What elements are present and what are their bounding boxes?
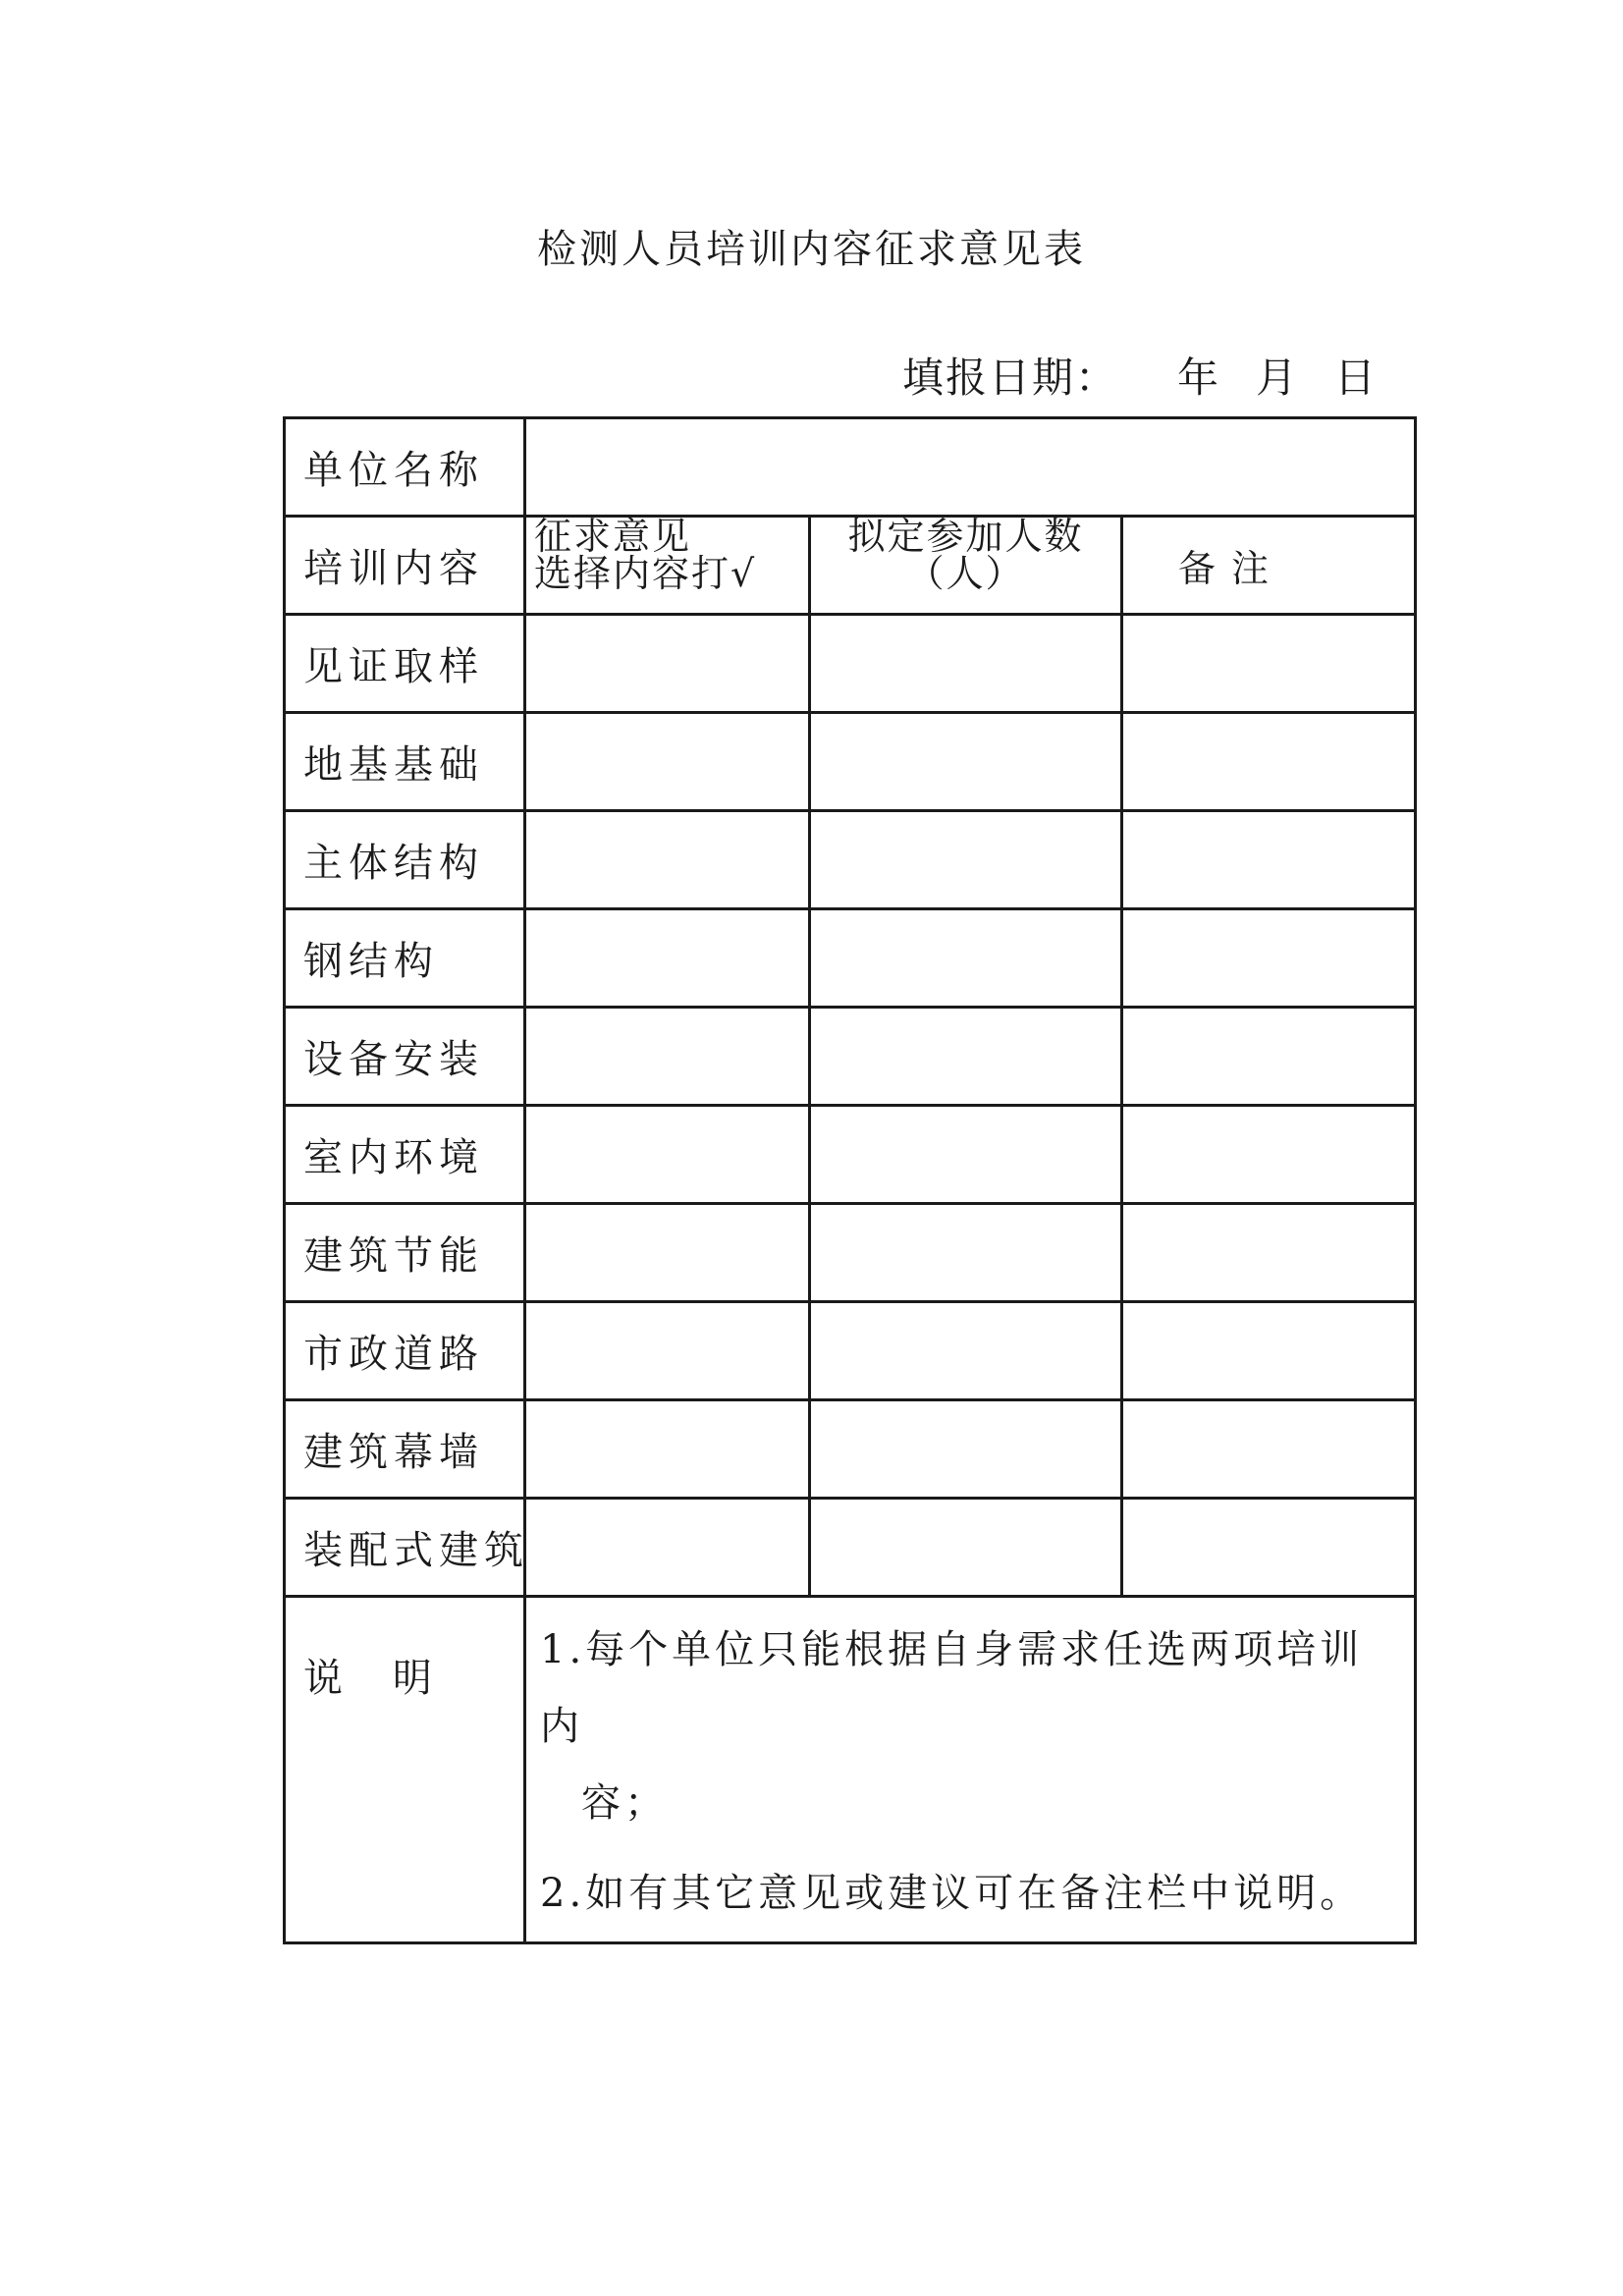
opinion-cell[interactable]	[525, 811, 810, 909]
opinion-column-header	[525, 517, 810, 615]
training-content-header: 培训内容	[285, 517, 525, 615]
remarks-column-header: 备注	[1122, 517, 1416, 615]
training-row	[285, 713, 1416, 811]
unit-name-row	[285, 418, 1416, 517]
fill-date	[902, 346, 1378, 405]
opinion-cell[interactable]	[525, 1204, 810, 1302]
fill-date-day: 日	[1333, 354, 1378, 402]
participants-cell[interactable]	[810, 1106, 1122, 1204]
training-item-label: 钢结构	[285, 909, 525, 1008]
remarks-cell[interactable]	[1122, 1204, 1416, 1302]
participants-cell[interactable]	[810, 909, 1122, 1008]
opinion-cell[interactable]	[525, 1008, 810, 1106]
opinion-cell[interactable]	[525, 1302, 810, 1400]
notes-text	[525, 1597, 1416, 1943]
training-item-label: 见证取样	[285, 615, 525, 713]
participants-header-line2: （人）	[906, 552, 1025, 595]
training-row	[285, 1008, 1416, 1106]
note-1-line-b: 容；	[581, 1780, 668, 1826]
training-row	[285, 1499, 1416, 1597]
training-item-label: 地基基础	[285, 713, 525, 811]
fill-date-label: 填报日期：	[901, 354, 1118, 402]
participants-cell[interactable]	[810, 1302, 1122, 1400]
participants-cell[interactable]	[810, 1008, 1122, 1106]
participants-cell[interactable]	[810, 1204, 1122, 1302]
training-item-label: 建筑节能	[285, 1204, 525, 1302]
training-row	[285, 1302, 1416, 1400]
remarks-cell[interactable]	[1122, 1499, 1416, 1597]
participants-cell[interactable]	[810, 615, 1122, 713]
fill-date-year: 年	[1176, 354, 1220, 402]
training-row	[285, 615, 1416, 713]
training-row	[285, 1204, 1416, 1302]
participants-column-header	[810, 517, 1122, 615]
training-item-label: 主体结构	[285, 811, 525, 909]
participants-cell[interactable]	[810, 1499, 1122, 1597]
training-item-label: 建筑幕墙	[285, 1400, 525, 1499]
opinion-cell[interactable]	[525, 713, 810, 811]
participants-cell[interactable]	[810, 811, 1122, 909]
opinion-cell[interactable]	[525, 1400, 810, 1499]
training-row	[285, 811, 1416, 909]
opinion-cell[interactable]	[525, 615, 810, 713]
unit-name-field[interactable]	[525, 418, 1416, 517]
remarks-cell[interactable]	[1122, 1008, 1416, 1106]
training-item-label: 室内环境	[285, 1106, 525, 1204]
remarks-cell[interactable]	[1122, 615, 1416, 713]
remarks-cell[interactable]	[1122, 811, 1416, 909]
training-item-label: 装配式建筑	[285, 1499, 525, 1597]
note-2: 2.如有其它意见或建议可在备注栏中说明。	[540, 1871, 1364, 1916]
header-row	[285, 517, 1416, 615]
remarks-cell[interactable]	[1122, 713, 1416, 811]
remarks-cell[interactable]	[1122, 909, 1416, 1008]
training-row	[285, 1106, 1416, 1204]
remarks-cell[interactable]	[1122, 1302, 1416, 1400]
opinion-cell[interactable]	[525, 1106, 810, 1204]
remarks-cell[interactable]	[1122, 1106, 1416, 1204]
page-title: 检测人员培训内容征求意见表	[537, 227, 1086, 272]
training-item-label: 设备安装	[285, 1008, 525, 1106]
unit-name-label: 单位名称	[285, 418, 525, 517]
training-item-label: 市政道路	[285, 1302, 525, 1400]
fill-date-month: 月	[1255, 354, 1299, 402]
opinion-header-line1: 征求意见	[534, 515, 692, 558]
training-row	[285, 909, 1416, 1008]
note-1-line-a: 1.每个单位只能根据自身需求任选两项培训内	[540, 1627, 1364, 1749]
remarks-cell[interactable]	[1122, 1400, 1416, 1499]
training-row	[285, 1400, 1416, 1499]
opinion-header-line2: 选择内容打√	[534, 552, 757, 595]
notes-label: 说 明	[285, 1597, 525, 1943]
participants-cell[interactable]	[810, 713, 1122, 811]
opinion-cell[interactable]	[525, 1499, 810, 1597]
notes-row	[285, 1597, 1416, 1943]
participants-header-line1: 拟定参加人数	[847, 515, 1084, 558]
participants-cell[interactable]	[810, 1400, 1122, 1499]
opinion-cell[interactable]	[525, 909, 810, 1008]
survey-table	[283, 416, 1417, 1944]
